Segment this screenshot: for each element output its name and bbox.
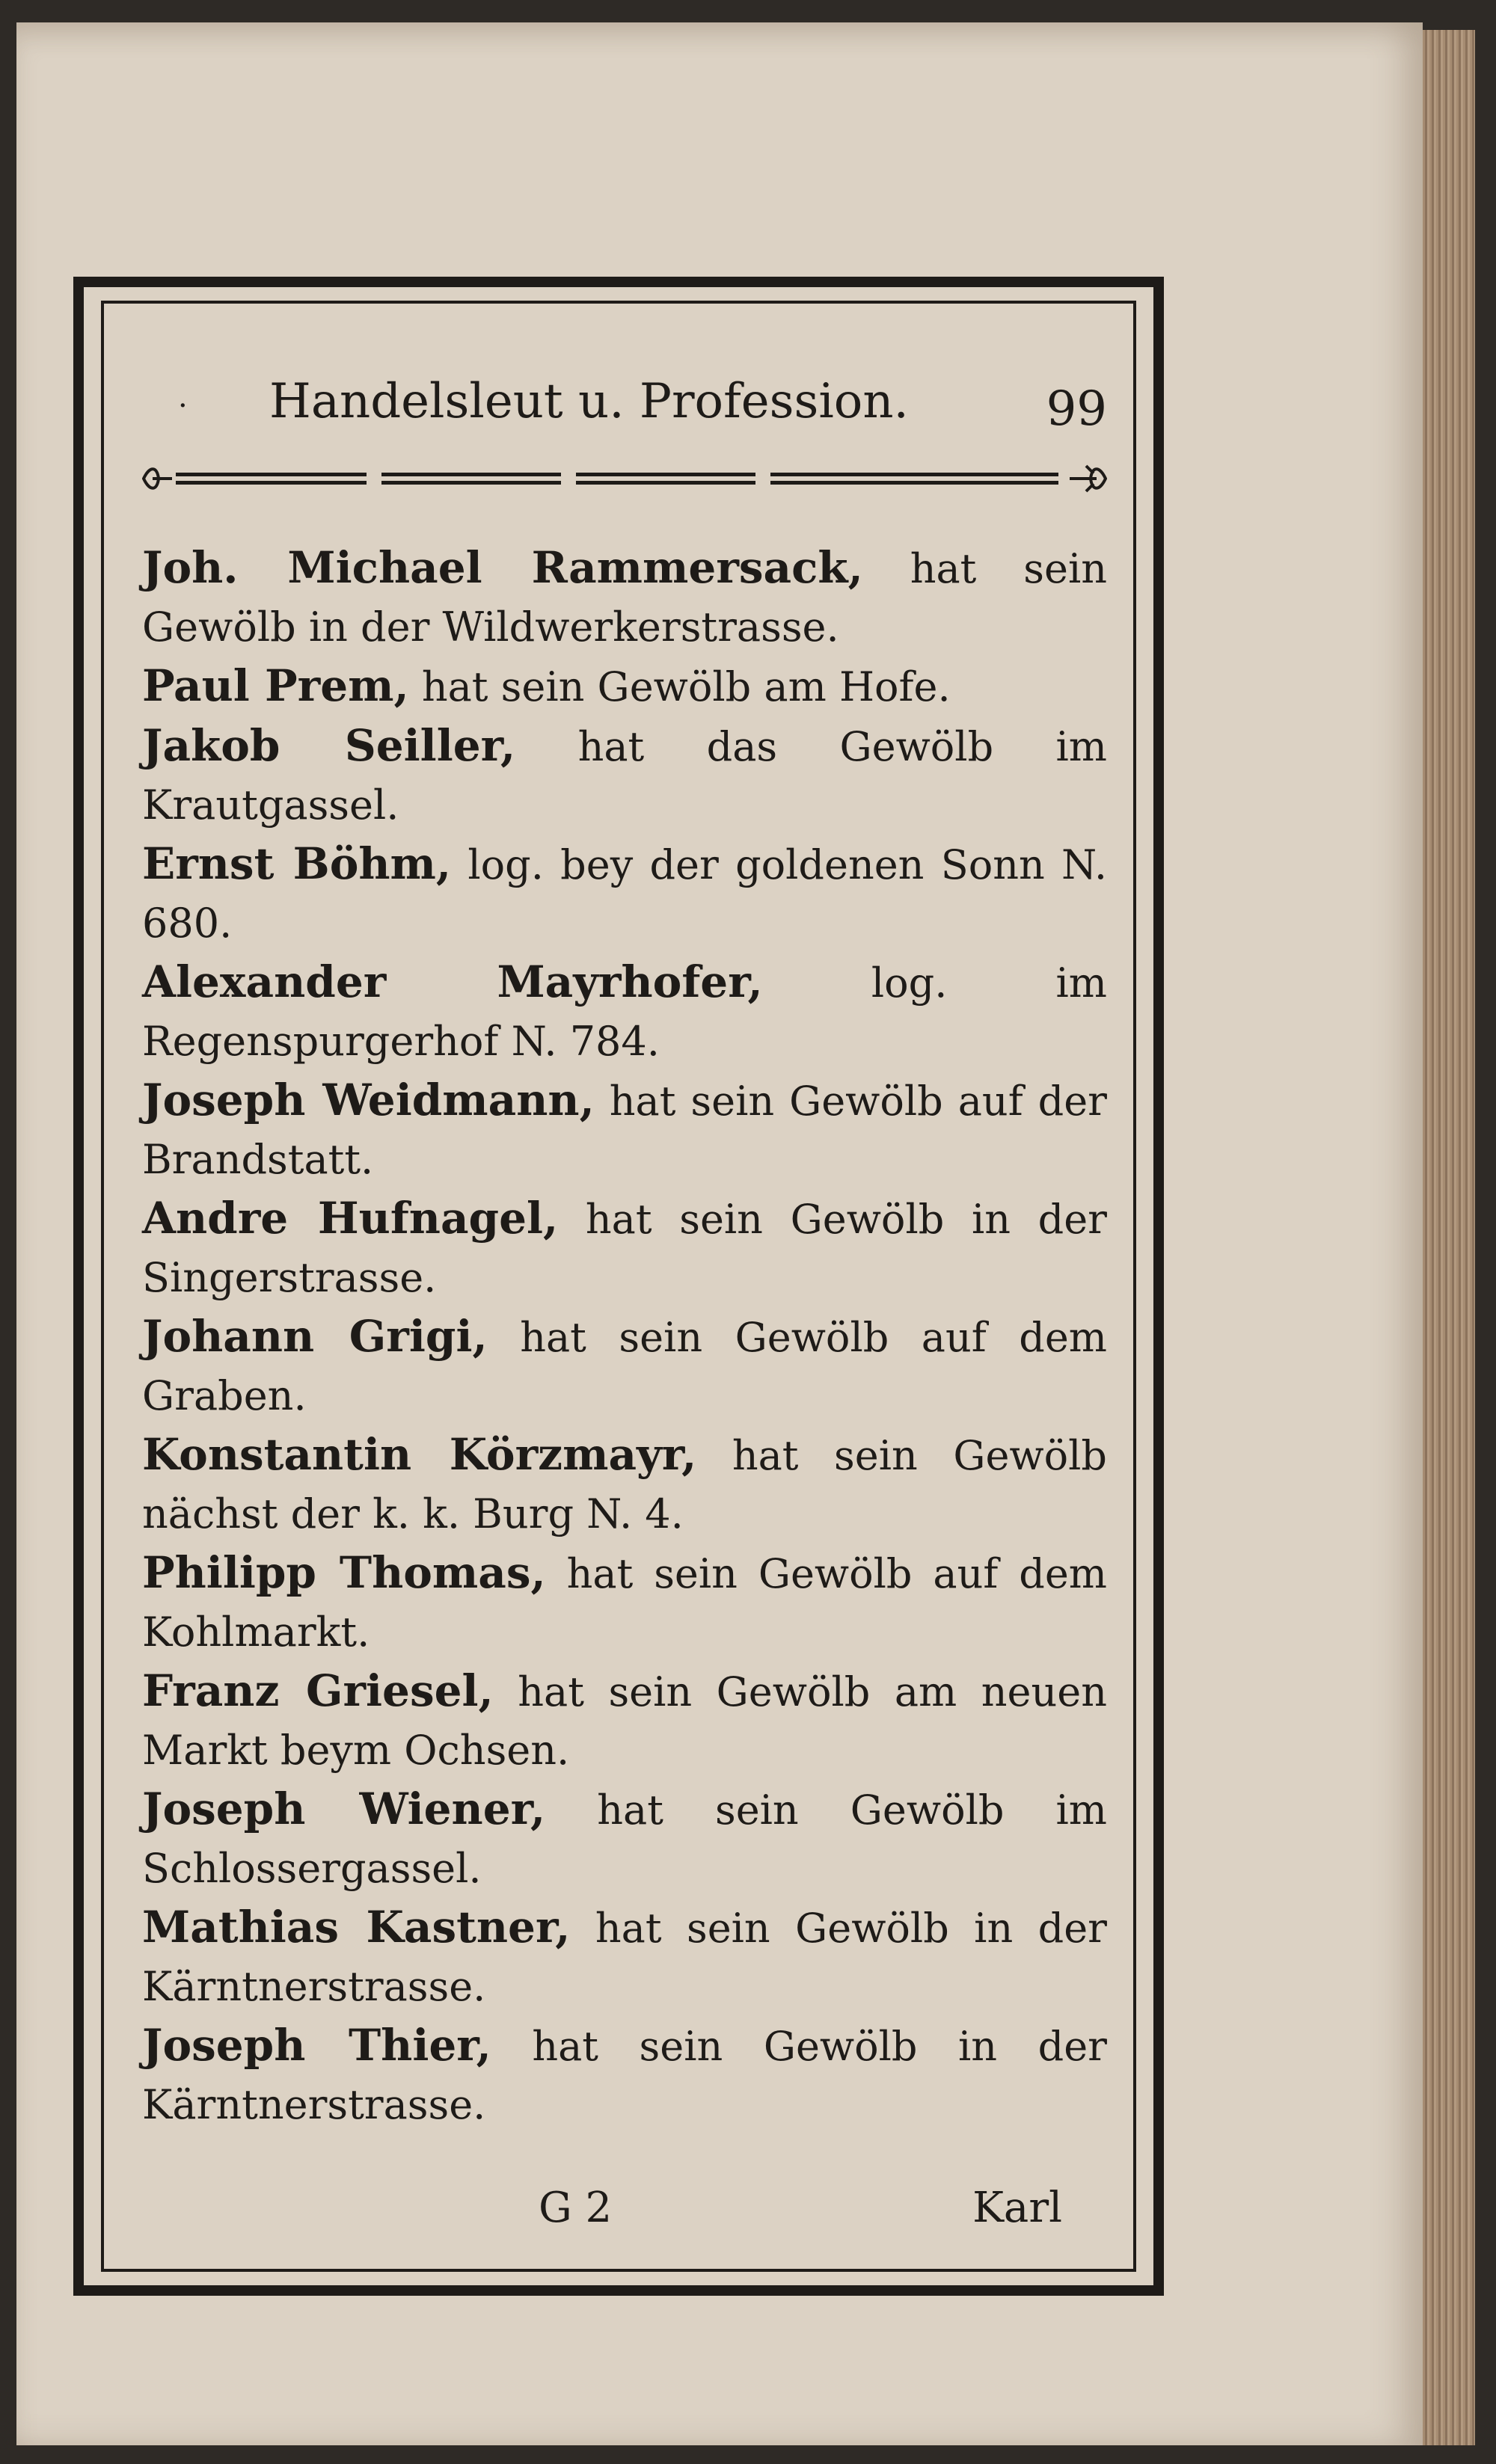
list-item: Ernst Böhm, log. bey der goldenen Sonn N. 680. [142, 838, 1108, 947]
list-item: Alexander Mayrhofer, log. im Regenspurgerhof N. 784. [142, 956, 1108, 1065]
list-item: Mathias Kastner, hat sein Gewölb in der Kärntnerstrasse. [142, 1902, 1107, 2010]
page-edges [1423, 30, 1475, 2445]
list-item: Joh. Michael Rammersack, hat sein Gewölb in der Wildwerkerstrasse. [142, 542, 1107, 651]
running-header [142, 374, 1107, 441]
list-item: Philipp Thomas, hat sein Gewölb auf dem Kohlmarkt. [142, 1547, 1107, 1656]
entry-list [142, 538, 1107, 2134]
list-item: Johann Grigi, hat sein Gewölb auf dem Graben. [142, 1311, 1107, 1419]
page-footer [142, 2184, 1107, 2243]
list-item: Franz Griesel, hat sein Gewölb am neuen Markt beym Ochsen. [142, 1665, 1107, 1774]
list-item: Joseph Wiener, hat sein Gewölb im Schlossergassel. [142, 1784, 1107, 1892]
ornamental-rule [142, 460, 1107, 497]
header-dot: · [178, 389, 188, 423]
catchword: Karl [972, 2184, 1062, 2232]
list-item: Paul Prem, hat sein Gewölb am Hofe. [142, 660, 951, 711]
list-item: Jakob Seiller, hat das Gewölb im Krautgassel. [142, 720, 1107, 829]
list-item: Andre Hufnagel, hat sein Gewölb in der Singerstrasse. [142, 1193, 1107, 1301]
list-item: Konstantin Körzmayr, hat sein Gewölb nächst der k. k. Burg N. 4. [142, 1429, 1107, 1537]
page-number: 99 [1046, 381, 1107, 437]
list-item: Joseph Thier, hat sein Gewölb in der Kärntnerstrasse. [142, 2020, 1107, 2128]
signature-mark: G 2 [539, 2184, 613, 2232]
header-title: Handelsleut u. Profession. [269, 374, 909, 429]
list-item: Joseph Weidmann, hat sein Gewölb auf der Brandstatt. [142, 1075, 1107, 1183]
